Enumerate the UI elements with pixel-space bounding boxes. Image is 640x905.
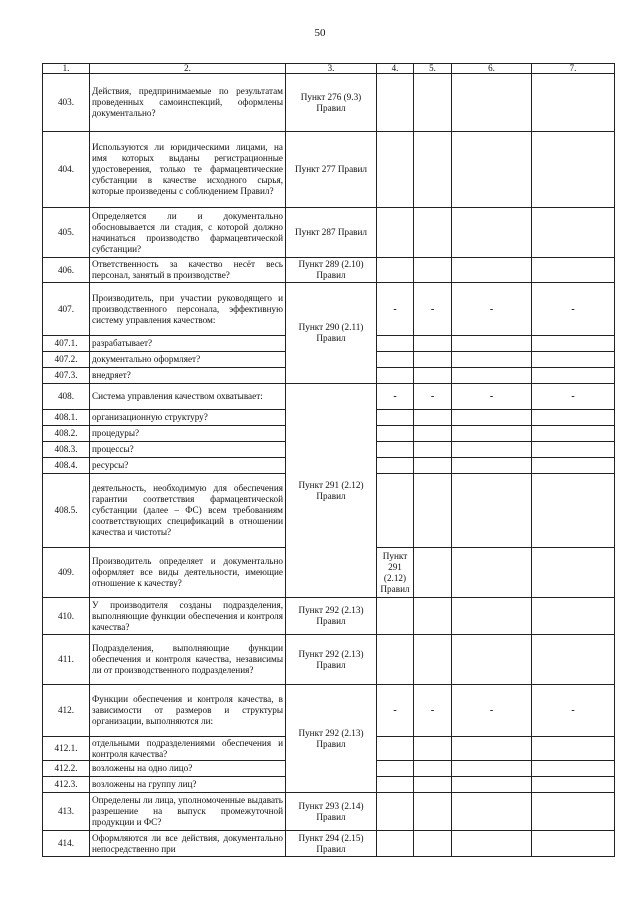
reference-text: Пункт 276 (9.3) Правил <box>286 74 377 132</box>
reference-text: Пункт 290 (2.11) Правил <box>286 283 377 384</box>
row-number: 405. <box>43 208 90 258</box>
table-row <box>43 283 615 336</box>
checklist-table <box>42 63 615 857</box>
header-cell: 5. <box>414 64 452 74</box>
dash-mark: - <box>452 283 532 336</box>
reference-text: Пункт 291 (2.12) Правил <box>286 384 377 598</box>
question-text: возложены на группу лиц? <box>90 777 286 793</box>
question-text: Используются ли юридическими лицами, на имя которых выданы регистрационные удостоверения, только те фармацевтические субстанции в качестве исходного сырья, которые произведены с соблюдением Правил? <box>90 132 286 208</box>
dash-mark: - <box>532 685 615 737</box>
question-text: Определяется ли и документально обосновывается ли стадия, с которой должно начинаться производство фармацевтической субстанции? <box>90 208 286 258</box>
row-number: 408.4. <box>43 458 90 474</box>
reference-text: Пункт 287 Правил <box>286 208 377 258</box>
dash-mark: - <box>532 283 615 336</box>
dash-mark: - <box>377 685 414 737</box>
header-cell: 7. <box>532 64 615 74</box>
row-number: 407.3. <box>43 368 90 384</box>
row-number: 408.2. <box>43 426 90 442</box>
question-text: внедряет? <box>90 368 286 384</box>
row-number: 403. <box>43 74 90 132</box>
question-text: У производителя созданы подразделения, выполняющие функции обеспечения и контроля качества? <box>90 598 286 635</box>
row-number: 410. <box>43 598 90 635</box>
row-number: 412.2. <box>43 761 90 777</box>
question-text: Производитель определяет и документально оформляет все виды деятельности, имеющие отношение к качеству? <box>90 548 286 598</box>
question-text: Производитель, при участии руководящего и производственного персонала, эффективную систему управления качеством: <box>90 283 286 336</box>
table-row <box>43 831 615 857</box>
question-text: Подразделения, выполняющие функции обеспечения и контроля качества, независимы ли от производственного подразделения? <box>90 635 286 685</box>
table-row <box>43 208 615 258</box>
table-row <box>43 132 615 208</box>
reference-text: Пункт 292 (2.13) Правил <box>286 685 377 793</box>
question-text: Оформляются ли все действия, документально непосредственно при <box>90 831 286 857</box>
header-row <box>43 64 615 74</box>
question-text: процессы? <box>90 442 286 458</box>
reference-text: Пункт 289 (2.10) Правил <box>286 258 377 283</box>
row-number: 408.1. <box>43 410 90 426</box>
question-text: документально оформляет? <box>90 352 286 368</box>
table-row <box>43 258 615 283</box>
reference-text: Пункт 292 (2.13) Правил <box>286 598 377 635</box>
row-number: 412.3. <box>43 777 90 793</box>
reference-text: Пункт 293 (2.14) Правил <box>286 793 377 831</box>
question-text: отдельными подразделениями обеспечения и контроля качества? <box>90 737 286 761</box>
dash-mark: - <box>414 384 452 410</box>
row-number: 408.3. <box>43 442 90 458</box>
question-text: процедуры? <box>90 426 286 442</box>
header-cell: 1. <box>43 64 90 74</box>
header-cell: 6. <box>452 64 532 74</box>
question-text: деятельность, необходимую для обеспечения гарантии соответствия фармацевтической субстанции (далее – ФС) всем требованиям соответствующих спецификаций в отношении качества и чистоты? <box>90 474 286 548</box>
row-number: 407. <box>43 283 90 336</box>
row-number: 409. <box>43 548 90 598</box>
row-number: 408.5. <box>43 474 90 548</box>
dash-mark: - <box>452 685 532 737</box>
question-text: организационную структуру? <box>90 410 286 426</box>
reference-text: Пункт 292 (2.13) Правил <box>286 635 377 685</box>
question-text: Система управления качеством охватывает: <box>90 384 286 410</box>
row-number: 412. <box>43 685 90 737</box>
dash-mark: - <box>532 384 615 410</box>
row-number: 413. <box>43 793 90 831</box>
question-text: ресурсы? <box>90 458 286 474</box>
row-number: 414. <box>43 831 90 857</box>
dash-mark: - <box>377 283 414 336</box>
question-text: Функции обеспечения и контроля качества, в зависимости от размеров и структуры организации, выполняются ли: <box>90 685 286 737</box>
header-cell: 3. <box>286 64 377 74</box>
row-number: 407.1. <box>43 336 90 352</box>
row-number: 408. <box>43 384 90 410</box>
row-number: 411. <box>43 635 90 685</box>
question-text: Ответственность за качество несёт весь персонал, занятый в производстве? <box>90 258 286 283</box>
dash-mark: - <box>414 283 452 336</box>
dash-mark: - <box>452 384 532 410</box>
dash-mark: - <box>377 384 414 410</box>
table-row <box>43 635 615 685</box>
table-row <box>43 685 615 737</box>
question-text: возложены на одно лицо? <box>90 761 286 777</box>
header-cell: 4. <box>377 64 414 74</box>
reference-text: Пункт 291 (2.12) Правил <box>377 548 414 598</box>
table-row <box>43 74 615 132</box>
reference-text: Пункт 277 Правил <box>286 132 377 208</box>
question-text: Определены ли лица, уполномоченные выдавать разрешение на выпуск промежуточной продукции и ФС? <box>90 793 286 831</box>
question-text: разрабатывает? <box>90 336 286 352</box>
row-number: 406. <box>43 258 90 283</box>
dash-mark: - <box>414 685 452 737</box>
row-number: 404. <box>43 132 90 208</box>
table-row <box>43 384 615 410</box>
row-number: 407.2. <box>43 352 90 368</box>
row-number: 412.1. <box>43 737 90 761</box>
page-number: 50 <box>314 27 326 39</box>
reference-text: Пункт 294 (2.15) Правил <box>286 831 377 857</box>
table-row <box>43 793 615 831</box>
table-row <box>43 598 615 635</box>
question-text: Действия, предпринимаемые по результатам проведенных самоинспекций, оформлены документально? <box>90 74 286 132</box>
header-cell: 2. <box>90 64 286 74</box>
